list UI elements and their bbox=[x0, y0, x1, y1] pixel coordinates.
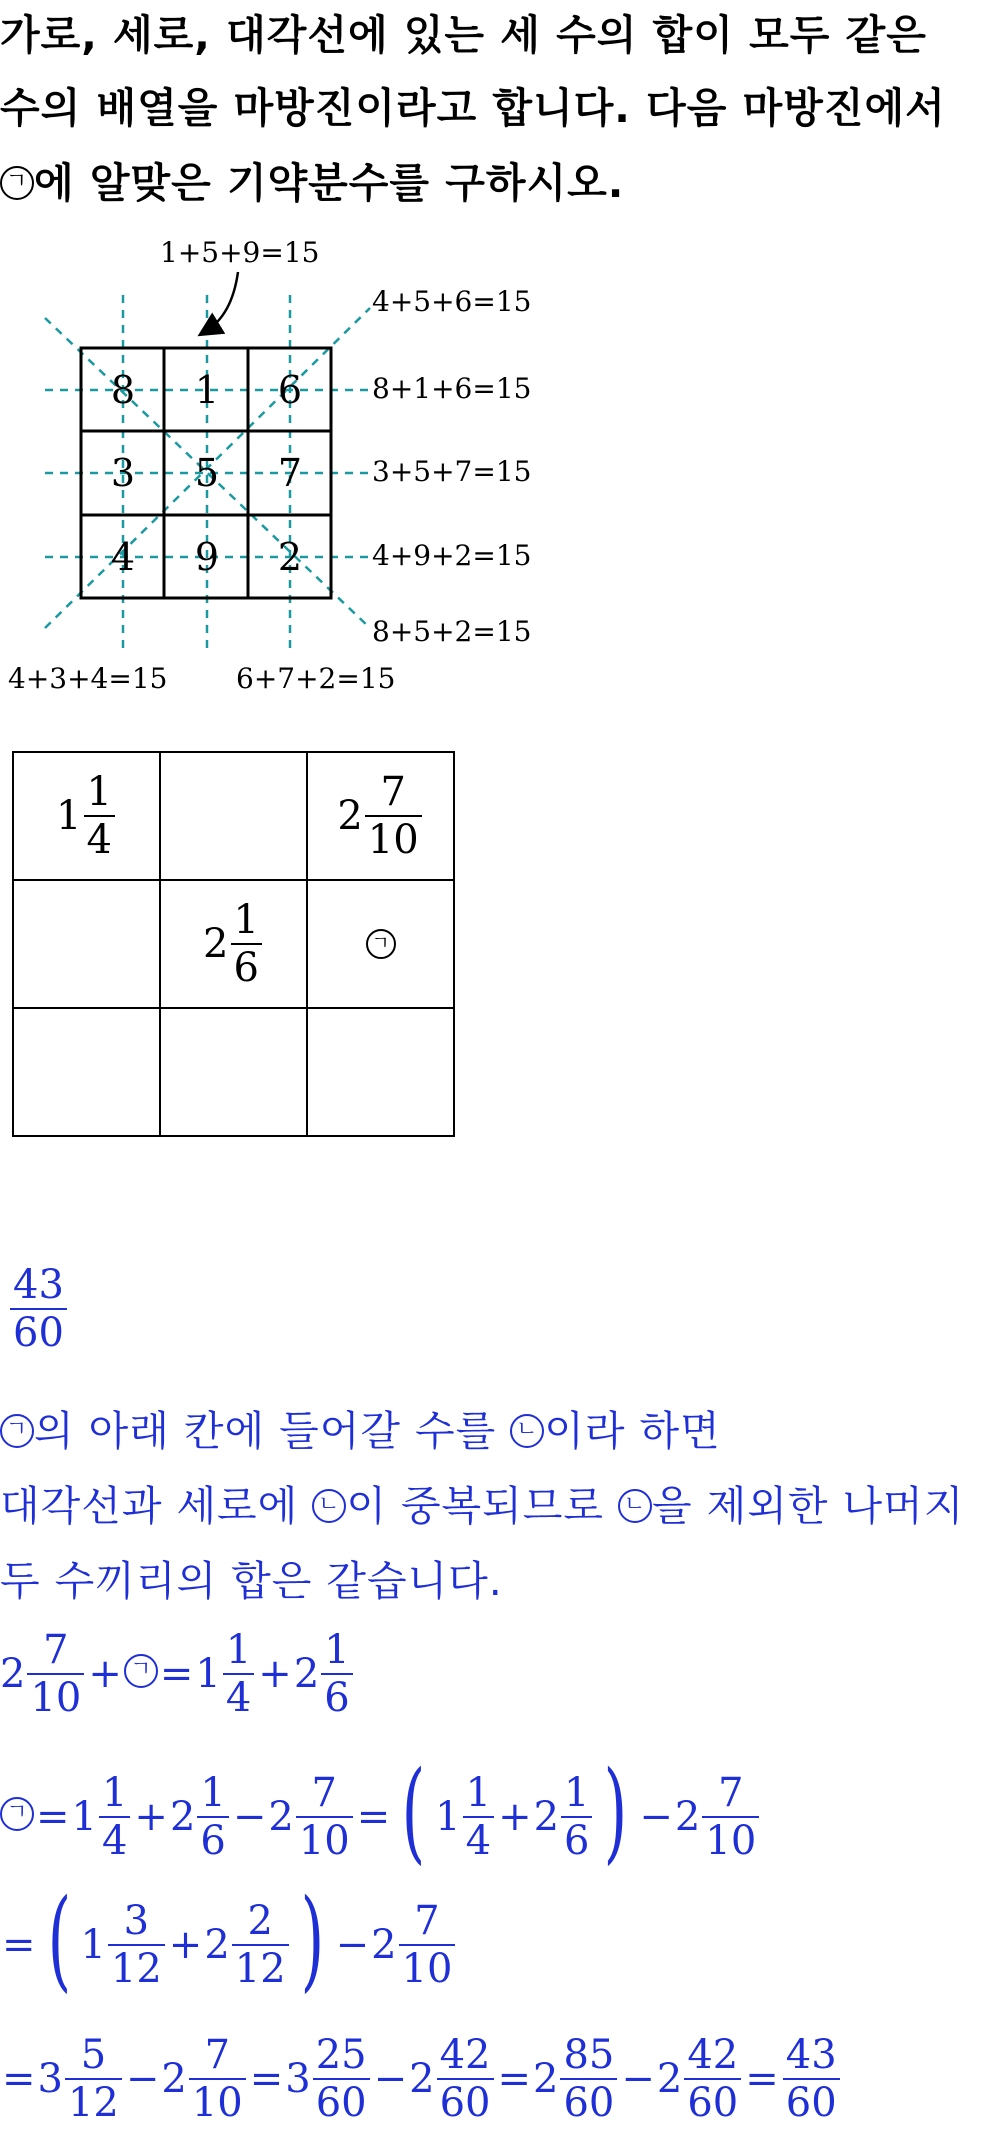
label-main-diagonal-sum: 8+5+2=15 bbox=[372, 615, 532, 648]
problem-line-2: 수의 배열을 마방진이라고 합니다. 다음 마방진에서 bbox=[0, 84, 946, 132]
solution-line-1: ㄱ 의 아래 칸에 들어갈 수를 ㄴ 이라 하면 bbox=[0, 1398, 721, 1457]
problem-line-1: 가로, 세로, 대각선에 있는 세 수의 합이 모두 같은 bbox=[0, 11, 927, 59]
equation-3: = ( 1 $\frac{3}{12}$ + 2 $\frac{2}{12}$ ) − 2 $\frac{7}{10}$ bbox=[0, 1890, 457, 2000]
example-cell-4: 3 bbox=[110, 451, 136, 495]
solution-line-3: 두 수끼리의 합은 같습니다. bbox=[0, 1557, 503, 1605]
example-cell-2: 1 bbox=[194, 368, 220, 412]
example-cell-5: 5 bbox=[194, 451, 220, 495]
square-cell-r2c3 bbox=[307, 880, 454, 1008]
label-anti-diagonal-sum: 4+5+6=15 bbox=[372, 285, 532, 318]
example-cell-3: 6 bbox=[277, 368, 303, 412]
square-cell-r1c3: 2 $\frac{7}{10}$ bbox=[307, 752, 454, 880]
label-bottom-middle-sum: 6+7+2=15 bbox=[236, 662, 396, 695]
circled-giyeok-symbol: ㄱ bbox=[0, 1797, 34, 1831]
square-cell-r2c2: 2 $\frac{1}{6}$ bbox=[160, 880, 307, 1008]
example-cell-9: 2 bbox=[277, 535, 303, 579]
circled-nieun-symbol: ㄴ bbox=[618, 1489, 652, 1523]
label-row-1-sum: 8+1+6=15 bbox=[372, 372, 532, 405]
problem-magic-square bbox=[12, 751, 455, 1137]
label-row-2-sum: 3+5+7=15 bbox=[372, 455, 532, 488]
square-cell-r3c3 bbox=[307, 1008, 454, 1136]
problem-line-3 bbox=[0, 150, 624, 209]
circled-nieun-symbol: ㄴ bbox=[312, 1489, 346, 1523]
arrow-icon bbox=[206, 272, 238, 331]
square-cell-r3c1 bbox=[13, 1008, 160, 1136]
example-cell-6: 7 bbox=[277, 451, 303, 495]
equation-4: = 3 $\frac{5}{12}$ − 2 $\frac{7}{10}$ = 3 $\frac{25}{60}$ − 2 $\frac{42}{60}$ = 2 $\frac{85}{60}$ − 2 $\frac{42}{60}$ = $\frac{43}{60}$ bbox=[0, 2032, 842, 2126]
circled-giyeok-symbol: ㄱ bbox=[366, 929, 396, 959]
answer-fraction: $\frac{43}{60}$ bbox=[8, 1262, 69, 1356]
circled-giyeok-symbol: ㄱ bbox=[0, 166, 34, 200]
square-cell-r3c2 bbox=[160, 1008, 307, 1136]
example-cell-7: 4 bbox=[110, 535, 136, 579]
label-column-sum: 1+5+9=15 bbox=[160, 236, 320, 269]
equation-2: ㄱ = 1 $\frac{1}{4}$ + 2 $\frac{1}{6}$ − 2 $\frac{7}{10}$ = ( 1 $\frac{1}{4}$ + 2 $\frac{1}{6}$ ) − 2 $\frac{7}{10}$ bbox=[0, 1762, 761, 1872]
example-cell-8: 9 bbox=[194, 535, 220, 579]
circled-nieun-symbol: ㄴ bbox=[510, 1414, 544, 1448]
square-cell-r2c1 bbox=[13, 880, 160, 1008]
circled-giyeok-symbol: ㄱ bbox=[0, 1414, 34, 1448]
square-cell-r1c1: 1 $\frac{1}{4}$ bbox=[13, 752, 160, 880]
circled-giyeok-symbol: ㄱ bbox=[124, 1654, 158, 1688]
label-row-3-sum: 4+9+2=15 bbox=[372, 539, 532, 572]
square-cell-r1c2 bbox=[160, 752, 307, 880]
problem-line-3-text: 에 알맞은 기약분수를 구하시오. bbox=[34, 159, 625, 207]
solution-line-2: 대각선과 세로에 ㄴ 이 중복되므로 ㄴ 을 제외한 나머지 bbox=[0, 1482, 965, 1530]
equation-1: 2 $\frac{7}{10}$ + ㄱ = 1 $\frac{1}{4}$ + 2 $\frac{1}{6}$ bbox=[0, 1627, 355, 1721]
label-bottom-left-sum: 4+3+4=15 bbox=[8, 662, 168, 695]
magic-square-example-figure bbox=[0, 230, 600, 710]
example-cell-1: 8 bbox=[110, 368, 136, 412]
